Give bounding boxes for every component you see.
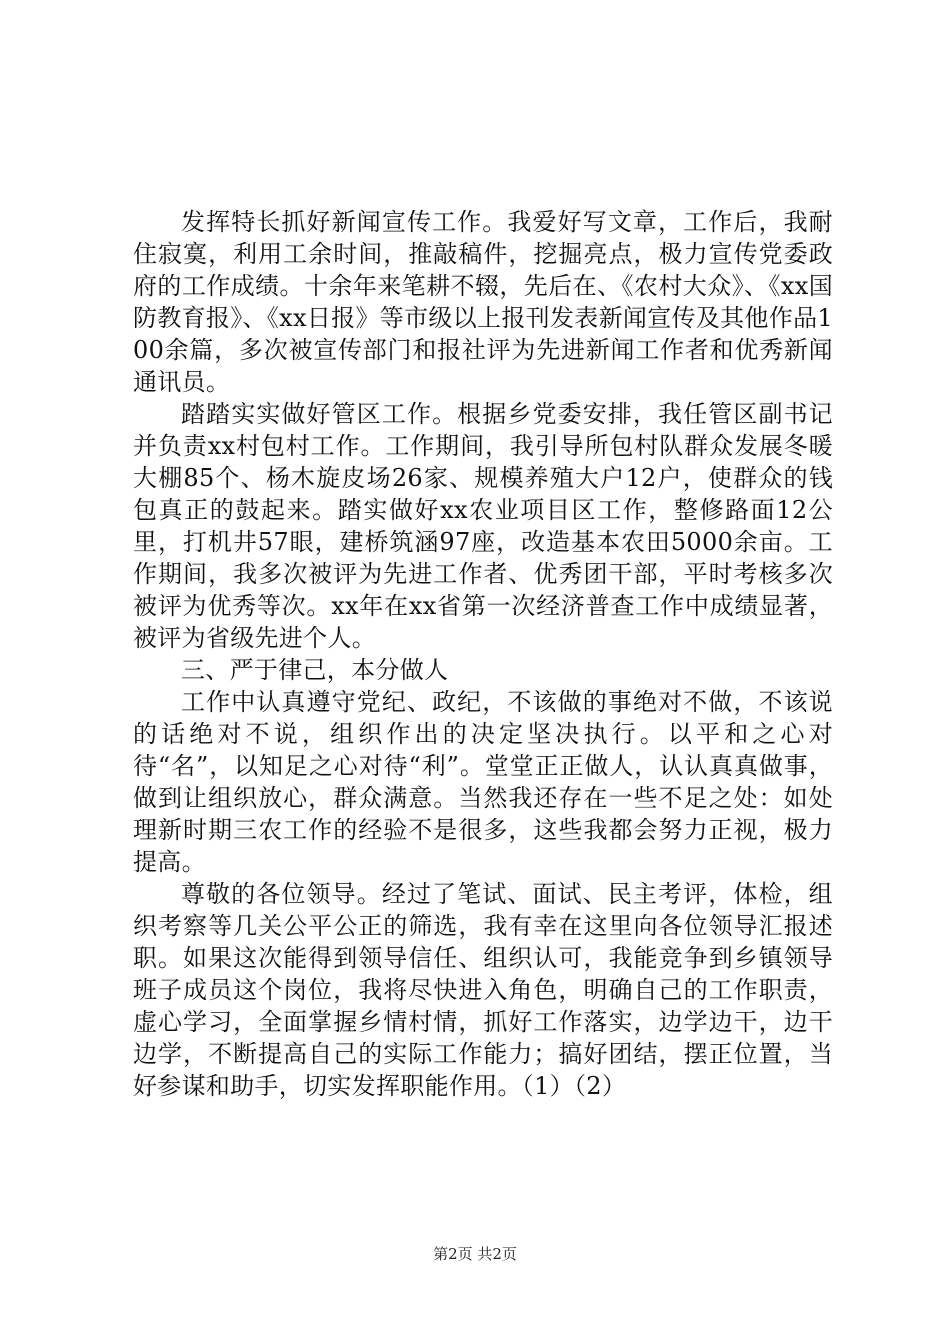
paragraph-closing: 尊敬的各位领导。经过了笔试、面试、民主考评，体检，组织考察等几关公平公正的筛选，我有幸在这里向各位领导汇报述职。如果这次能得到领导信任、组织认可，我能竞争到乡镇领导班子成员这个岗位，我将尽快进入角色，明确自己的工作职责，虚心学习，全面掌握乡情村情，抓好工作落实，边学边干，边干边学，不断提高自己的实际工作能力；搞好团结，摆正位置，当好参谋和助手，切实发挥职能作用。（1）（2） [133, 880, 833, 1100]
paragraph-news-publicity: 发挥特长抓好新闻宣传工作。我爱好写文章，工作后，我耐住寂寞，利用工余时间，推敲稿件，挖掘亮点，极力宣传党委政府的工作成绩。十余年来笔耕不辍，先后在、《农村大众》、《xx国防教育报》、《xx日报》等市级以上报刊发表新闻宣传及其他作品100余篇，多次被宣传部门和报社评为先进新闻工作者和优秀新闻通讯员。 [133, 208, 833, 396]
document-body [133, 206, 833, 1102]
section-heading-self-discipline: 三、严于律己，本分做人 [181, 656, 449, 684]
paragraph-discipline: 工作中认真遵守党纪、政纪，不该做的事绝对不做，不该说的话绝对不说，组织作出的决定坚决执行。以平和之心对待“名”，以知足之心对待“利”。堂堂正正做人，认认真真做事，做到让组织放心，群众满意。当然我还存在一些不足之处：如处理新时期三农工作的经验不是很多，这些我都会努力正视，极力提高。 [133, 688, 833, 876]
page-footer: 第2页 共2页 [433, 1245, 517, 1263]
paragraph-district-work: 踏踏实实做好管区工作。根据乡党委安排，我任管区副书记并负责xx村包村工作。工作期间，我引导所包村队群众发展冬暖大棚85个、杨木旋皮场26家、规模养殖大户12户，使群众的钱包真正的鼓起来。踏实做好xx农业项目区工作，整修路面12公里，打机井57眼，建桥筑涵97座，改造基本农田5000余亩。工作期间，我多次被评为先进工作者、优秀团干部，平时考核多次被评为优秀等次。xx年在xx省第一次经济普查工作中成绩显著，被评为省级先进个人。 [133, 400, 833, 652]
